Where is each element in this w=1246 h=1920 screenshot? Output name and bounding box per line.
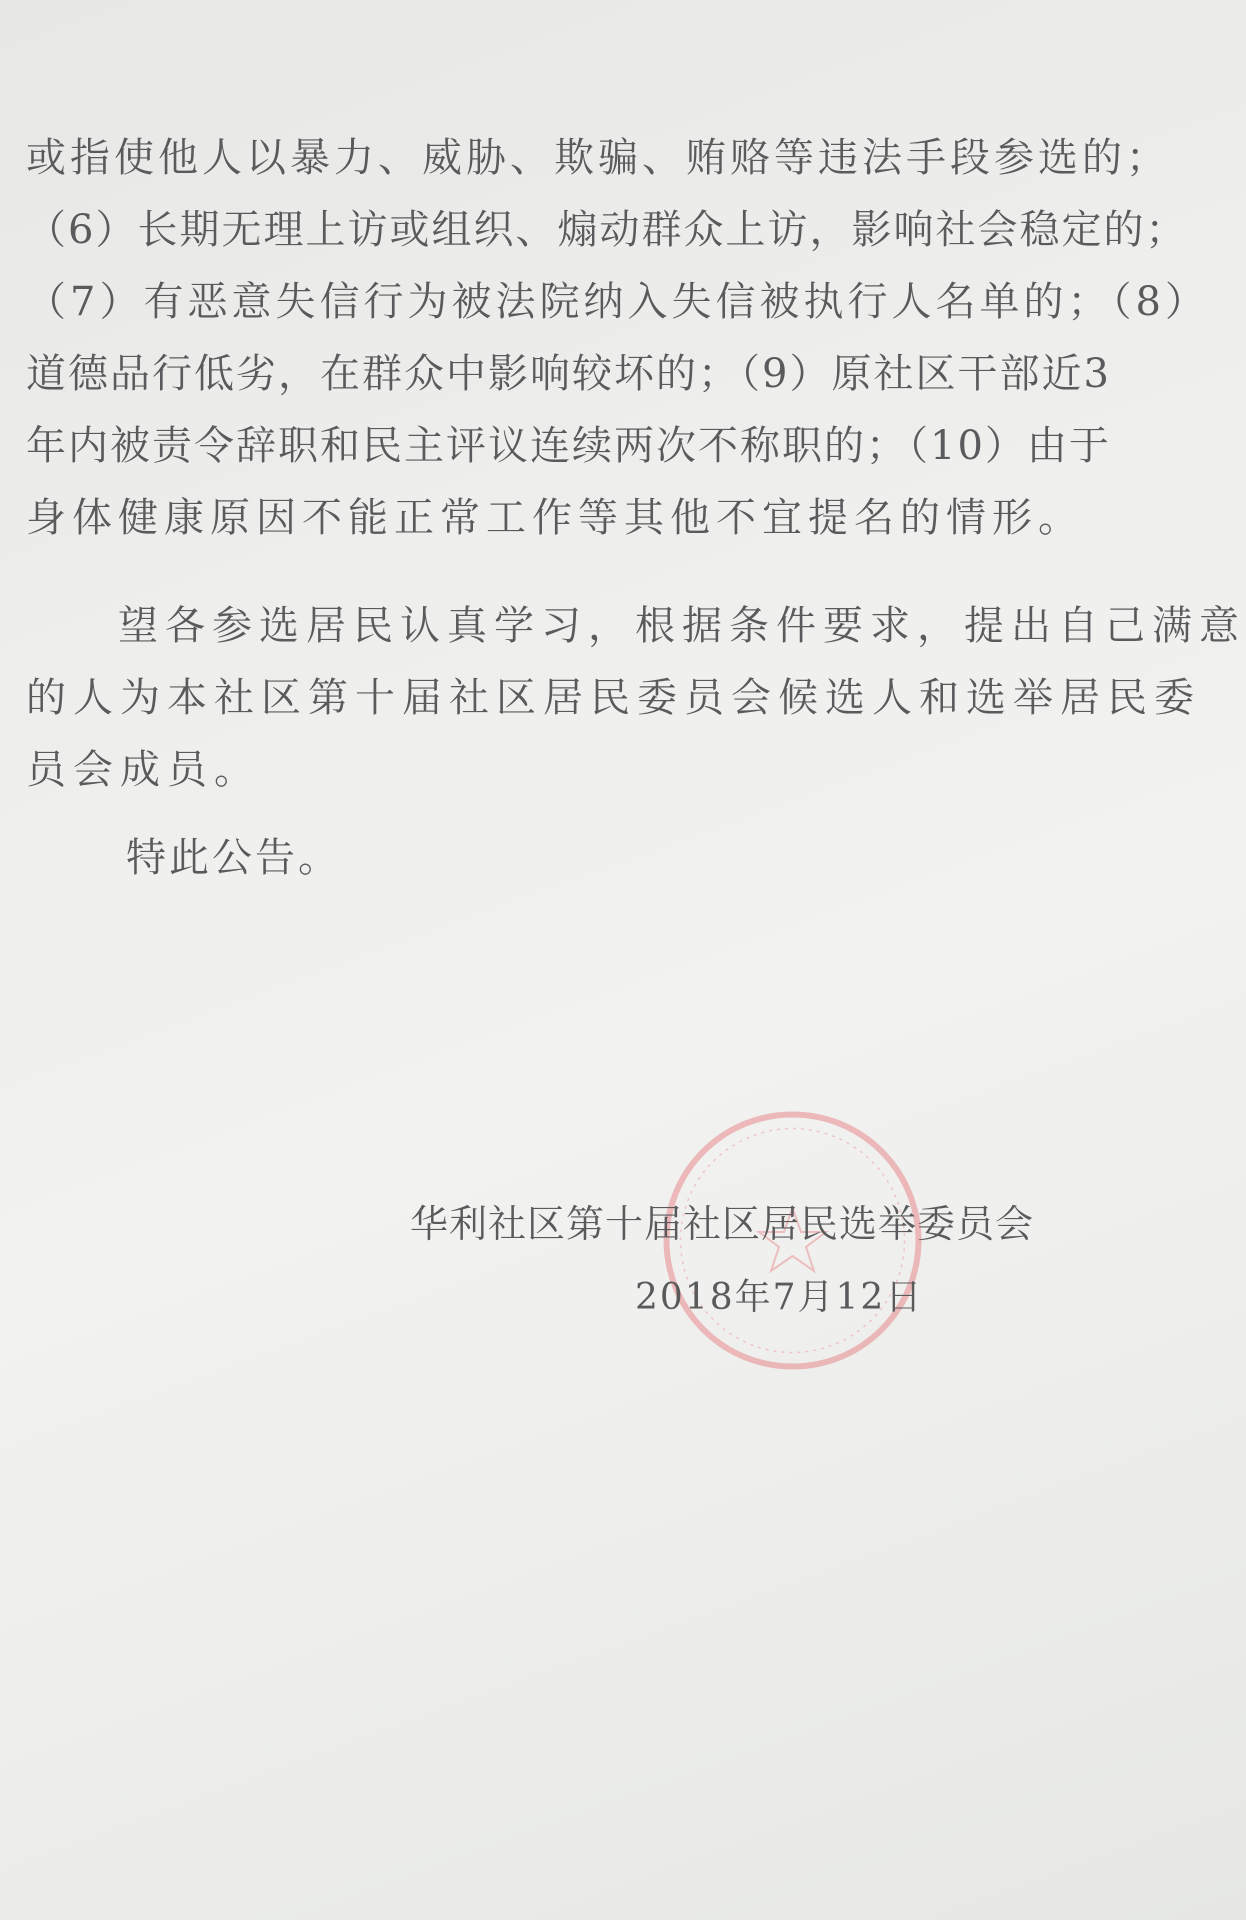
body-line: 身体健康原因不能正常工作等其他不宜提名的情形。 bbox=[26, 495, 1084, 541]
issuer-signature: 华利社区第十届社区居民选举委员会 bbox=[410, 1202, 1035, 1246]
body-line: （6）长期无理上访或组织、煽动群众上访，影响社会稳定的； bbox=[26, 207, 1188, 253]
body-paragraph bbox=[26, 122, 1209, 554]
body-line: 道德品行低劣，在群众中影响较坏的；（9）原社区干部近3 bbox=[26, 351, 1111, 397]
appeal-line: 的人为本社区第十届社区居民委员会候选人和选举居民委 bbox=[26, 675, 1201, 721]
body-line: 或指使他人以暴力、威胁、欺骗、贿赂等违法手段参选的； bbox=[26, 135, 1170, 181]
issue-date: 2018年7月12日 bbox=[635, 1277, 924, 1318]
appeal-line: 望各参选居民认真学习，根据条件要求，提出自己满意 bbox=[118, 603, 1246, 649]
appeal-line: 员会成员。 bbox=[26, 747, 261, 793]
appeal-paragraph bbox=[26, 590, 1246, 806]
body-line: 年内被责令辞职和民主评议连续两次不称职的；（10）由于 bbox=[26, 423, 1111, 469]
body-line: （7）有恶意失信行为被法院纳入失信被执行人名单的；（8） bbox=[26, 279, 1209, 325]
closing-text: 特此公告。 bbox=[126, 835, 341, 881]
